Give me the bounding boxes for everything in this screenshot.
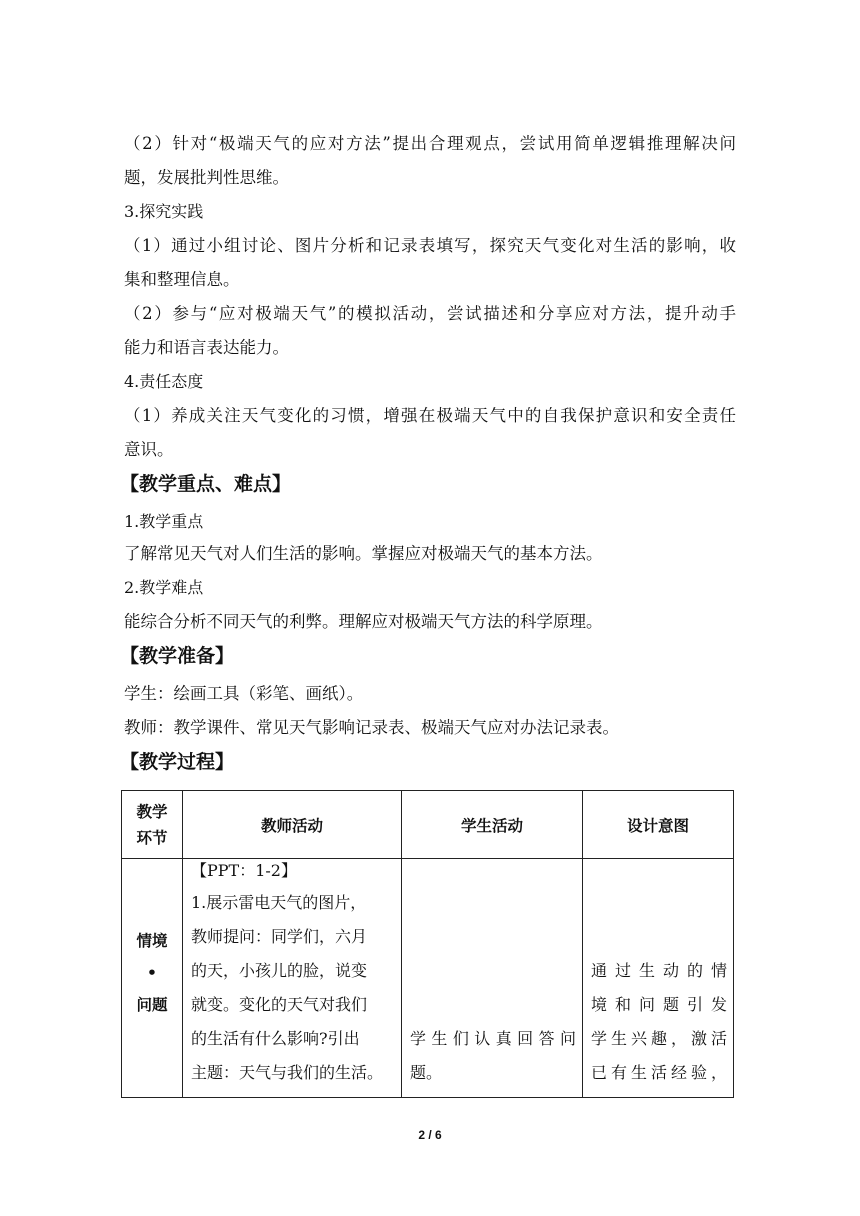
header-stage-line-1: 教学: [136, 802, 168, 821]
key-point-text: 了解常见天气对人们生活的影响。掌握应对极端天气的基本方法。: [124, 544, 603, 563]
objective-2-line-2: 题，发展批判性思维。: [124, 168, 289, 187]
teacher-activity-line: 就变。变化的天气对我们: [191, 995, 368, 1014]
header-design-intent: 设计意图: [583, 791, 734, 859]
key-point-subheading: 1.教学重点: [124, 512, 204, 531]
difficulty-subheading: 2.教学难点: [124, 578, 204, 597]
objective-4-1-line-2: 意识。: [124, 440, 174, 459]
table-row: [122, 859, 734, 1098]
header-teacher-activity: 教师活动: [183, 791, 402, 859]
design-intent-line: 通过生动的情: [591, 961, 727, 980]
stage-cell: [122, 859, 183, 1098]
page-number: 2 / 6: [418, 1128, 442, 1142]
teacher-activity-line: 1.展示雷电天气的图片，: [191, 893, 367, 912]
student-activity-line: 题。: [410, 1063, 443, 1082]
design-intent-cell: [583, 859, 734, 1098]
objective-heading-3: 3.探究实践: [124, 202, 204, 221]
objective-2-line-1: （2）针对“极端天气的应对方法”提出合理观点，尝试用简单逻辑推理解决问: [124, 134, 736, 153]
objective-3-1-line-1: （1）通过小组讨论、图片分析和记录表填写，探究天气变化对生活的影响，收: [124, 236, 736, 255]
header-stage-line-2: 环节: [136, 828, 168, 847]
process-table: [121, 790, 734, 1098]
student-activity-line: 学生们认真回答问: [410, 1029, 576, 1048]
objective-4-1-line-1: （1）养成关注天气变化的习惯，增强在极端天气中的自我保护意识和安全责任: [124, 406, 736, 425]
preparation-teacher: 教师：教学课件、常见天气影响记录表、极端天气应对办法记录表。: [124, 718, 619, 737]
section-heading-key-points: 【教学重点、难点】: [120, 473, 292, 495]
objective-3-2-line-1: （2）参与“应对极端天气”的模拟活动，尝试描述和分享应对方法，提升动手: [124, 304, 736, 323]
table-header-row: [122, 791, 734, 859]
teacher-activity-line: 的天，小孩儿的脸，说变: [191, 961, 368, 980]
student-activity-cell: [402, 859, 583, 1098]
teacher-activity-line: 主题：天气与我们的生活。: [191, 1063, 384, 1082]
section-heading-preparation: 【教学准备】: [120, 645, 235, 667]
teacher-activity-line: 教师提问：同学们，六月: [191, 927, 368, 946]
design-intent-line: 学生兴趣，激活: [591, 1029, 727, 1048]
objective-3-1-line-2: 集和整理信息。: [124, 270, 240, 289]
header-student-activity: 学生活动: [402, 791, 583, 859]
teacher-activity-line: 【PPT：1-2】: [191, 861, 297, 880]
stage-label-line-1: 情境: [136, 932, 168, 950]
stage-label-dot: •: [147, 964, 157, 982]
teacher-activity-line: 的生活有什么影响?引出: [191, 1029, 360, 1048]
difficulty-text: 能综合分析不同天气的利弊。理解应对极端天气方法的科学原理。: [124, 612, 603, 631]
header-stage: [122, 791, 183, 859]
objective-heading-4: 4.责任态度: [124, 372, 204, 391]
preparation-student: 学生：绘画工具（彩笔、画纸）。: [124, 684, 364, 703]
teacher-activity-cell: [183, 859, 402, 1098]
objective-3-2-line-2: 能力和语言表达能力。: [124, 338, 289, 357]
design-intent-line: 境和问题引发: [591, 995, 727, 1014]
stage-label-line-2: 问题: [136, 996, 168, 1014]
design-intent-line: 已有生活经验，: [591, 1063, 727, 1082]
section-heading-process: 【教学过程】: [120, 751, 235, 773]
